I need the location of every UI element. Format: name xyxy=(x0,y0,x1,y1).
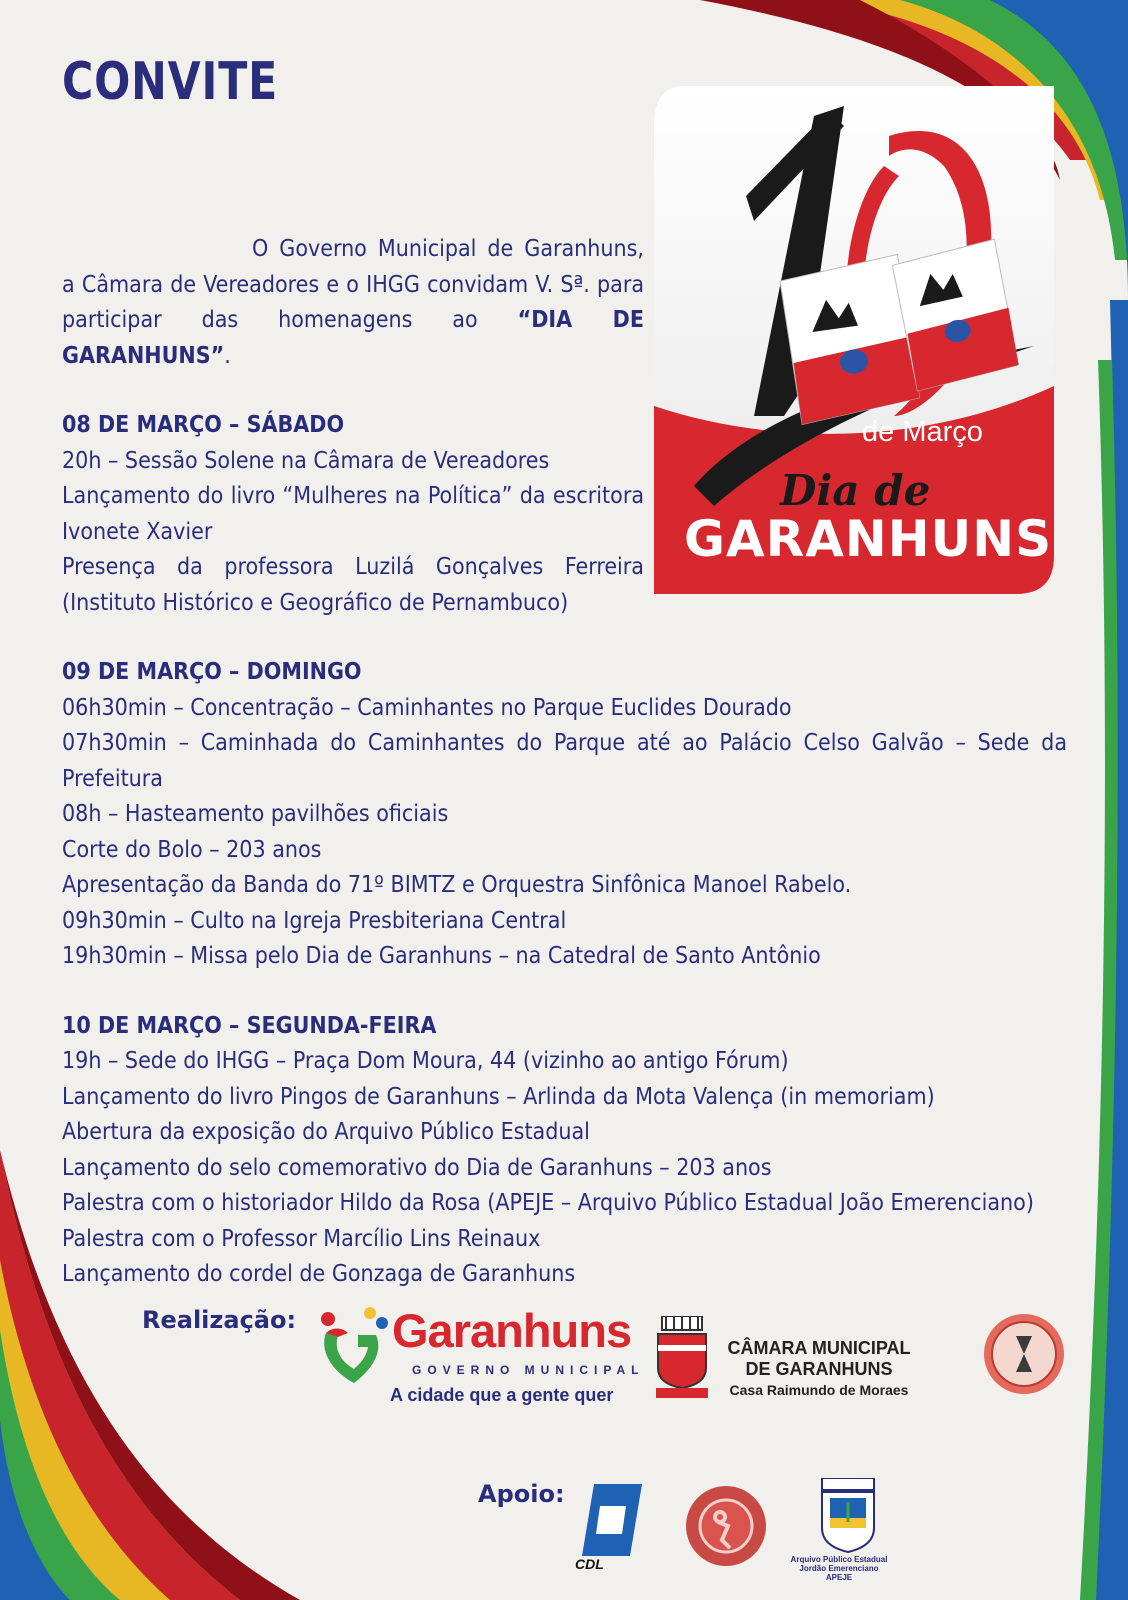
event-line: 19h – Sede do IHGG – Praça Dom Moura, 44 (vizinho ao antigo Fórum) xyxy=(62,1048,789,1074)
event-line: 07h30min – Caminhada do Caminhantes do Parque até ao Palácio Celso Galvão – Sede da Prefeitura xyxy=(62,730,1067,792)
camara-line3: Casa Raimundo de Moraes xyxy=(729,1382,909,1398)
logo-dia-de: Dia de xyxy=(780,466,931,515)
event-line: Apresentação da Banda do 71º BIMTZ e Orquestra Sinfônica Manoel Rabelo. xyxy=(62,872,852,898)
event-line: 19h30min – Missa pelo Dia de Garanhuns – na Catedral de Santo Antônio xyxy=(62,943,821,969)
camara-municipal-text xyxy=(715,1338,923,1398)
caminhando-parque-seal-icon xyxy=(684,1484,768,1568)
event-line: Corte do Bolo – 203 anos xyxy=(62,836,322,863)
garanhuns-heart-icon xyxy=(318,1305,390,1385)
apeje-line3: APEJE xyxy=(825,1573,853,1582)
event-line: 06h30min – Concentração – Caminhantes no Parque Euclides Dourado xyxy=(62,694,792,721)
garanhuns-slogan: A cidade que a gente quer xyxy=(390,1385,614,1405)
section-segunda xyxy=(62,1009,1067,1293)
section-heading: 10 DE MARÇO – SEGUNDA-FEIRA xyxy=(62,1012,437,1039)
camara-line1: CÂMARA MUNICIPAL xyxy=(727,1338,911,1358)
intro-highlight: “DIA DE GARANHUNS” xyxy=(62,307,644,369)
page-title: CONVITE xyxy=(62,52,279,112)
realizacao-label: Realização: xyxy=(142,1306,297,1334)
camara-line2: DE GARANHUNS xyxy=(745,1359,893,1379)
event-line: Lançamento do livro “Mulheres na Política” da escritora Ivonete Xavier xyxy=(62,483,644,545)
event-line: 20h – Sessão Solene na Câmara de Vereadores xyxy=(62,447,550,474)
event-line: Lançamento do selo comemorativo do Dia de Garanhuns – 203 anos xyxy=(62,1154,772,1181)
apoio-label: Apoio: xyxy=(478,1480,565,1508)
intro-text: O Governo Municipal de Garanhuns, a Câmara de Vereadores e o IHGG convidam V. Sª. para participar das homenagens ao xyxy=(62,236,644,333)
event-line: 09h30min – Culto na Igreja Presbiteriana Central xyxy=(62,907,567,934)
garanhuns-logo-name: Garanhuns xyxy=(392,1304,632,1357)
apeje-line1: Arquivo Público Estadual xyxy=(790,1555,888,1564)
event-line: Lançamento do cordel de Gonzaga de Garanhuns xyxy=(62,1261,576,1287)
logo-de-marco: de Março xyxy=(862,416,983,448)
ihgg-seal-icon xyxy=(982,1312,1066,1396)
event-line: Presença da professora Luzilá Gonçalves Ferreira (Instituto Histórico e Geográfico de Pernambuco) xyxy=(62,554,644,616)
apeje-crest-icon xyxy=(818,1478,878,1554)
section-domingo xyxy=(62,655,1067,975)
logo-garanhuns: GARANHUNS xyxy=(684,510,1053,568)
event-line: Abertura da exposição do Arquivo Público Estadual xyxy=(62,1119,590,1145)
cdl-label: CDL xyxy=(575,1556,604,1572)
section-heading: 08 DE MARÇO – SÁBADO xyxy=(62,412,345,438)
apeje-line2: Jordão Emerenciano xyxy=(799,1564,879,1573)
section-sabado xyxy=(62,408,1067,621)
invitation-body xyxy=(62,232,1067,1293)
apeje-caption xyxy=(788,1555,890,1582)
cdl-logo-icon xyxy=(582,1484,642,1556)
event-line: 08h – Hasteamento pavilhões oficiais xyxy=(62,801,449,827)
intro-end: . xyxy=(224,342,231,369)
event-line: Palestra com o historiador Hildo da Rosa (APEJE – Arquivo Público Estadual João Emerenciano) xyxy=(62,1190,1034,1216)
intro-paragraph xyxy=(62,232,644,374)
section-heading: 09 DE MARÇO – DOMINGO xyxy=(62,659,362,685)
event-line: Palestra com o Professor Marcílio Lins Reinaux xyxy=(62,1225,541,1252)
event-line: Lançamento do livro Pingos de Garanhuns – Arlinda da Mota Valença (in memoriam) xyxy=(62,1083,935,1110)
garanhuns-logo-sub: GOVERNO MUNICIPAL xyxy=(412,1363,645,1377)
camara-coat-of-arms-icon xyxy=(654,1316,710,1400)
